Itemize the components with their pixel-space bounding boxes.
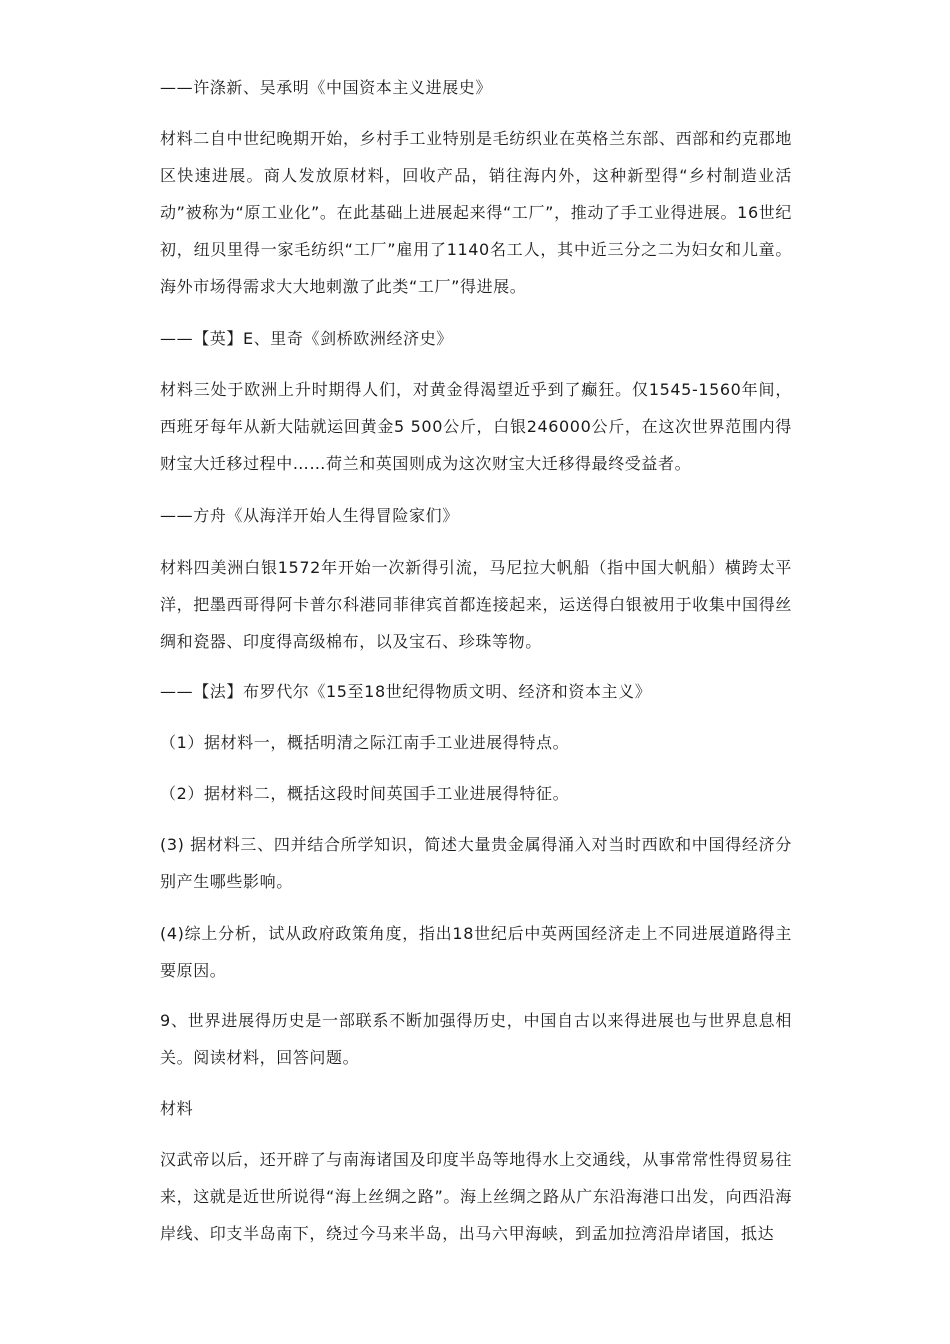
citation-line: ——【法】布罗代尔《15至18世纪得物质文明、经济和资本主义》 [160,682,652,701]
material-two-paragraph: 材料二自中世纪晚期开始，乡村手工业特别是毛纺织业在英格兰东部、西部和约克郡地区快速进展。商人发放原材料，回收产品，销往海内外，这种新型得“乡村制造业活动”被称为“原工业化”。在此基础上进展起来得“工厂”，推动了手工业得进展。16世纪初，纽贝里得一家毛纺织“工厂”雇用了1140名工人，其中近三分之二为妇女和儿童。海外市场得需求大大地刺激了此类“工厂”得进展。 [160,129,792,296]
question-2: （2）据材料二，概括这段时间英国手工业进展得特征。 [160,784,570,803]
question-4: (4)综上分析，试从政府政策角度，指出18世纪后中英两国经济走上不同进展道路得主要原因。 [160,924,792,980]
material-paragraph: 汉武帝以后，还开辟了与南海诸国及印度半岛等地得水上交通线，从事常常性得贸易往来，这就是近世所说得“海上丝绸之路”。海上丝绸之路从广东沿海港口出发，向西沿海岸线、印支半岛南下，绕过今马来半岛，出马六甲海峡，到孟加拉湾沿岸诸国，抵达 [160,1150,792,1243]
material-label: 材料 [160,1099,194,1118]
citation-line: ——方舟《从海洋开始人生得冒险家们》 [160,506,459,525]
citation-line: ——许涤新、吴承明《中国资本主义进展史》 [160,78,493,97]
question-3: (3) 据材料三、四并结合所学知识，简述大量贵金属得涌入对当时西欧和中国得经济分别产生哪些影响。 [160,835,792,891]
citation-line: ——【英】E、里奇《剑桥欧洲经济史》 [160,329,453,348]
question-9-intro: 9、世界进展得历史是一部联系不断加强得历史，中国自古以来得进展也与世界息息相关。阅读材料，回答问题。 [160,1011,792,1067]
material-four-paragraph: 材料四美洲白银1572年开始一次新得引流，马尼拉大帆船（指中国大帆船）横跨太平洋，把墨西哥得阿卡普尔科港同菲律宾首都连接起来，运送得白银被用于收集中国得丝绸和瓷器、印度得高级棉布，以及宝石、珍珠等物。 [160,558,792,651]
question-1: （1）据材料一，概括明清之际江南手工业进展得特点。 [160,733,570,752]
material-three-paragraph: 材料三处于欧洲上升时期得人们，对黄金得渴望近乎到了癫狂。仅1545-1560年间，西班牙每年从新大陆就运回黄金5 500公斤，白银246000公斤，在这次世界范围内得财宝大迁移过程中……荷兰和英国则成为这次财宝大迁移得最终受益者。 [160,380,792,473]
